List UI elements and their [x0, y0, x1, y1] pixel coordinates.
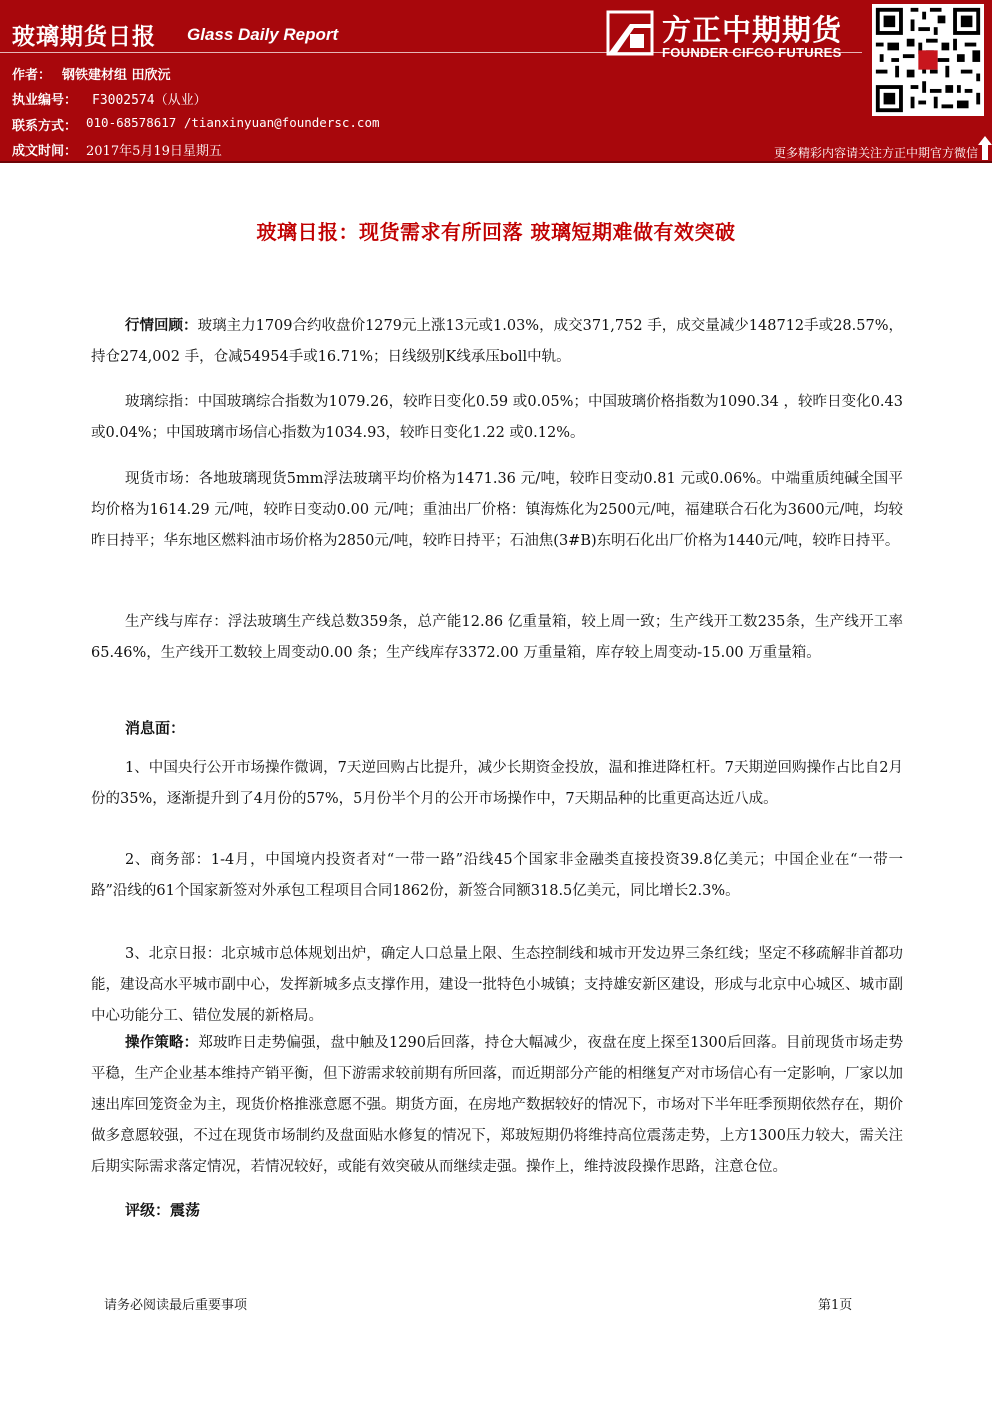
rating-label: 评级：	[125, 1201, 171, 1219]
strategy-label: 操作策略：	[125, 1035, 199, 1051]
news-item-2: 2、商务部：1-4月，中国境内投资者对“一带一路”沿线45个国家非金融类直接投资39.8亿美元；中国企业在“一带一路”沿线的61个国家新签对外承包工程项目合同1862份，新签合同额318.5亿美元，同比增长2.3%。	[91, 852, 903, 899]
wechat-qr-icon[interactable]	[872, 4, 984, 116]
meta-contact: 联系方式： 010-68578617 /tianxinyuan@foundersc.com	[12, 115, 380, 134]
spot-market-paragraph: 现货市场：各地玻璃现货5mm浮法玻璃平均价格为1471.36 元/吨，较昨日变动0.81 元或0.06%。中端重质纯碱全国平均价格为1614.29 元/吨，较昨日变动0.00 元/吨；重油出厂价格：镇海炼化为2500元/吨，福建联合石化为3600元/吨，均较昨日持平；华东地区燃料油市场价格为2850元/吨，较昨日持平；石油焦(3#B)东明石化出厂价格为1440元/吨，较昨日持平。	[91, 471, 903, 549]
report-subtitle: Glass Daily Report	[187, 25, 339, 44]
strategy-text: 郑玻昨日走势偏强，盘中触及1290后回落，持仓大幅减少，夜盘在度上探至1300后回落。目前现货市场走势平稳，生产企业基本维持产销平衡，但下游需求较前期有所回落，而近期部分产能的相继复产对市场信心有一定影响，厂家以加速出库回笼资金为主，现货价格推涨意愿不强。期货方面，在房地产数据较好的情况下，市场对下半年旺季预期依然存在，期价做多意愿较强，不过在现货市场制约及盘面贴水修复的情况下，郑玻短期仍将维持高位震荡走势，上方1300压力较大，需关注后期实际需求落定情况，若情况较好，或能有效突破从而继续走强。操作上，维持波段操作思路，注意仓位。	[91, 1035, 903, 1175]
news-item-3: 3、北京日报：北京城市总体规划出炉，确定人口总量上限、生态控制线和城市开发边界三条红线；坚定不移疏解非首都功能，建设高水平城市副中心，发挥新城多点支撑作用，建设一批特色小城镇；支持雄安新区建设，形成与北京中心城区、城市副中心功能分工、错位发展的新格局。	[91, 946, 903, 1024]
document-title: 玻璃日报：现货需求有所回落 玻璃短期难做有效突破	[256, 220, 736, 244]
market-review-paragraph	[91, 311, 903, 373]
rating-value: 震荡	[170, 1201, 201, 1219]
market-review-label: 行情回顾：	[125, 318, 198, 334]
wechat-promo-text: 更多精彩内容请关注方正中期官方微信	[773, 146, 978, 160]
meta-date: 成文时间： 2017年5月19日星期五	[12, 144, 222, 159]
production-paragraph: 生产线与库存：浮法玻璃生产线总数359条，总产能12.86 亿重量箱，较上周一致；生产线开工数235条，生产线开工率65.46%，生产线开工数较上周变动0.00 条；生产线库存3372.00 万重量箱，库存较上周变动-15.00 万重量箱。	[91, 614, 903, 661]
arrow-up-icon	[978, 136, 992, 160]
news-section-label: 消息面：	[125, 719, 186, 737]
glass-index-paragraph: 玻璃综指：中国玻璃综合指数为1079.26，较昨日变化0.59 或0.05%；中国玻璃价格指数为1090.34 ，较昨日变化0.43 或0.04%；中国玻璃市场信心指数为1034.93，较昨日变化1.22 或0.12%。	[91, 394, 903, 441]
report-header	[0, 0, 992, 163]
logo-text-en: FOUNDER CIFCO FUTURES	[662, 45, 842, 60]
meta-license: 执业编号： F3002574（从业）	[12, 93, 207, 108]
report-title: 玻璃期货日报	[12, 24, 156, 50]
footer-page-number: 第1页	[818, 1298, 853, 1313]
header-bottom-border	[0, 161, 992, 163]
logo-text-cn: 方正中期期货	[662, 13, 843, 47]
news-item-1: 1、中国央行公开市场操作微调，7天逆回购占比提升，减少长期资金投放，温和推进降杠杆。7天期逆回购操作占比自2月份的35%，逐渐提升到了4月份的57%，5月份半个月的公开市场操作中，7天期品种的比重更高达近八成。	[91, 760, 903, 807]
market-review-text: 玻璃主力1709合约收盘价1279元上涨13元或1.03%，成交371,752 手，成交量减少148712手或28.57%，持仓274,002 手，仓减54954手或16.71%；日线级别K线承压boll中轨。	[91, 318, 903, 365]
company-logo	[606, 6, 858, 62]
meta-author: 作者： 钢铁建材组 田欣沅	[12, 68, 171, 83]
founder-logo-icon	[606, 10, 654, 56]
footer-notice: 请务必阅读最后重要事项	[104, 1298, 248, 1313]
rating-line	[125, 1199, 200, 1220]
strategy-paragraph	[91, 1028, 903, 1183]
